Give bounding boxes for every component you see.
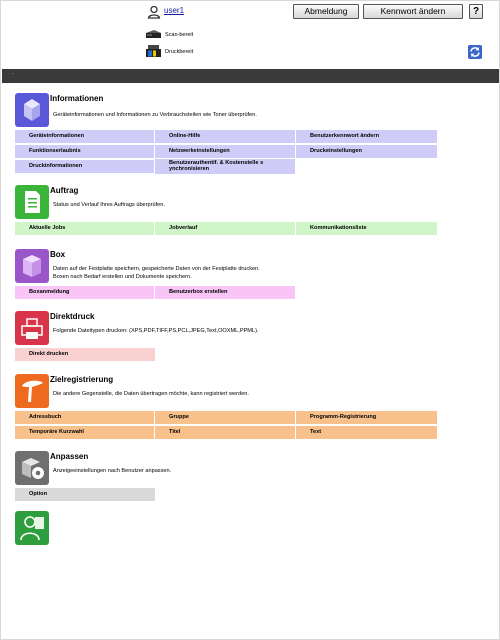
user-name-link[interactable]: user1	[164, 6, 185, 15]
direct-print-title[interactable]: Direktdruck	[50, 312, 95, 321]
destination-title[interactable]: Zielregistrierung	[50, 375, 114, 384]
printer-icon	[145, 45, 162, 59]
administrator-icon[interactable]	[15, 511, 49, 545]
section-customize	[15, 451, 437, 503]
menu-function-permission[interactable]: Funktionserlaubnis	[15, 145, 154, 158]
menu-communication-list[interactable]: Kommunikationsliste	[296, 222, 437, 235]
menu-create-user-box[interactable]: Benutzerbox erstellen	[155, 286, 295, 299]
box-description-1: Daten auf der Festplatte speichern, gespeicherte Daten von der Festplatte drucken.	[53, 266, 260, 272]
box-title[interactable]: Box	[50, 250, 66, 259]
section-direct-print	[15, 311, 437, 363]
section-information	[15, 93, 437, 173]
menu-job-history[interactable]: Jobverlauf	[155, 222, 295, 235]
menu-sync-user-auth-account[interactable]: Benutzerauthentif. & Kostenstelle s ynchronisieren	[155, 159, 295, 174]
section-administrator	[15, 511, 437, 547]
header	[141, 1, 499, 69]
menu-device-information[interactable]: Geräteinformationen	[15, 130, 154, 143]
menu-temporary-one-touch[interactable]: Temporäre Kurzwahl	[15, 426, 154, 439]
destination-icon[interactable]	[15, 374, 49, 408]
scan-status-label: Scan-bereit	[165, 32, 194, 38]
menu-change-user-password[interactable]: Benutzerkennwort ändern	[296, 130, 437, 143]
user-icon	[147, 5, 161, 19]
dark-bar-text: .	[12, 70, 14, 76]
box-icon[interactable]	[15, 249, 49, 283]
job-icon[interactable]	[15, 185, 49, 219]
logout-button[interactable]: Abmeldung	[293, 4, 359, 19]
menu-text[interactable]: Text	[296, 426, 437, 439]
menu-print-information[interactable]: Druckinformationen	[15, 160, 154, 173]
menu-title[interactable]: Titel	[155, 426, 295, 439]
menu-online-help[interactable]: Online-Hilfe	[155, 130, 295, 143]
change-password-button[interactable]: Kennwort ändern	[363, 4, 463, 19]
refresh-button[interactable]	[468, 45, 482, 59]
section-destination	[15, 374, 437, 442]
menu-option[interactable]: Option	[15, 488, 155, 501]
information-title[interactable]: Informationen	[50, 94, 104, 103]
dark-title-bar	[2, 69, 499, 83]
menu-network-settings[interactable]: Netzwerkeinstellungen	[155, 145, 295, 158]
menu-print-settings[interactable]: Druckeinstellungen	[296, 145, 437, 158]
print-status-label: Druckbereit	[165, 49, 194, 55]
menu-direct-print[interactable]: Direkt drucken	[15, 348, 155, 361]
box-description-2: Boxen nach Bedarf erstellen und Dokumente speichern.	[53, 274, 192, 280]
information-description: Geräteinformationen und Informationen zu Verbrauchsteilen wie Toner überprüfen.	[53, 112, 257, 118]
menu-current-jobs[interactable]: Aktuelle Jobs	[15, 222, 154, 235]
menu-group[interactable]: Gruppe	[155, 411, 295, 424]
direct-print-description: Folgende Dateitypen drucken: (XPS,PDF,TIFF,PS,PCL,JPEG,Text,OOXML,PPML).	[53, 328, 259, 334]
direct-print-icon[interactable]	[15, 311, 49, 345]
job-description: Status und Verlauf Ihres Auftrags überprüfen.	[53, 202, 165, 208]
menu-box-registration[interactable]: Boxanmeldung	[15, 286, 154, 299]
destination-description: Die andere Gegenstelle, die Daten übertragen möchte, kann registriert werden.	[53, 391, 249, 397]
customize-icon[interactable]	[15, 451, 49, 485]
menu-program-registration[interactable]: Programm-Registrierung	[296, 411, 437, 424]
section-box	[15, 249, 437, 301]
customize-title[interactable]: Anpassen	[50, 452, 89, 461]
help-button[interactable]: ?	[469, 4, 483, 19]
refresh-icon	[468, 45, 482, 59]
information-icon[interactable]	[15, 93, 49, 127]
job-title[interactable]: Auftrag	[50, 186, 79, 195]
customize-description: Anzeigeeinstellungen nach Benutzer anpassen.	[53, 468, 172, 474]
menu-address-book[interactable]: Adressbuch	[15, 411, 154, 424]
scanner-icon	[145, 29, 162, 40]
section-job	[15, 185, 437, 235]
